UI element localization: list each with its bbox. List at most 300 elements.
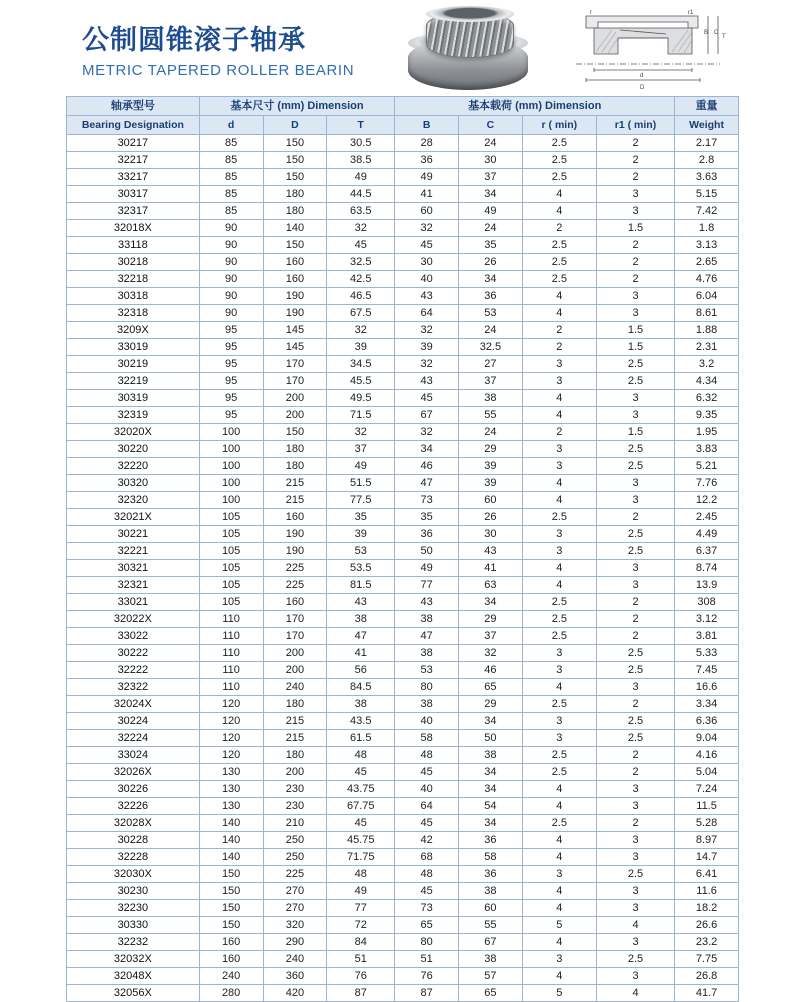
cell-weight: 2.45	[675, 509, 739, 526]
cell-r: 3	[522, 543, 596, 560]
cell-d: 95	[199, 390, 263, 407]
cell-D: 225	[263, 866, 327, 883]
table-row	[67, 730, 739, 747]
cell-T: 35	[327, 509, 395, 526]
cell-D: 200	[263, 390, 327, 407]
cell-d: 105	[199, 577, 263, 594]
table-row	[67, 934, 739, 951]
cell-D: 150	[263, 237, 327, 254]
cell-C: 29	[459, 611, 523, 628]
column-header-r: r ( min)	[522, 116, 596, 135]
cell-designation: 30319	[67, 390, 200, 407]
cell-weight: 1.8	[675, 220, 739, 237]
cell-weight: 6.41	[675, 866, 739, 883]
cell-B: 48	[395, 866, 459, 883]
cell-weight: 26.6	[675, 917, 739, 934]
cell-designation: 32318	[67, 305, 200, 322]
cell-r1: 3	[596, 492, 674, 509]
cell-designation: 30321	[67, 560, 200, 577]
cell-r: 2.5	[522, 611, 596, 628]
cell-d: 100	[199, 492, 263, 509]
cell-B: 77	[395, 577, 459, 594]
cell-r1: 2	[596, 169, 674, 186]
cell-r: 4	[522, 560, 596, 577]
cell-weight: 3.34	[675, 696, 739, 713]
cell-weight: 5.21	[675, 458, 739, 475]
cell-T: 32	[327, 322, 395, 339]
cell-D: 225	[263, 560, 327, 577]
cell-B: 64	[395, 798, 459, 815]
cell-C: 34	[459, 764, 523, 781]
cell-B: 53	[395, 662, 459, 679]
cell-weight: 6.37	[675, 543, 739, 560]
cell-r1: 3	[596, 305, 674, 322]
cell-C: 36	[459, 288, 523, 305]
cell-r: 2.5	[522, 628, 596, 645]
cell-D: 240	[263, 679, 327, 696]
cell-d: 120	[199, 747, 263, 764]
cell-T: 48	[327, 866, 395, 883]
cell-C: 50	[459, 730, 523, 747]
cell-weight: 5.28	[675, 815, 739, 832]
cell-d: 90	[199, 305, 263, 322]
cell-r: 4	[522, 900, 596, 917]
table-row	[67, 152, 739, 169]
cell-r1: 3	[596, 883, 674, 900]
cell-T: 84.5	[327, 679, 395, 696]
cell-d: 95	[199, 322, 263, 339]
cell-weight: 6.04	[675, 288, 739, 305]
cell-B: 60	[395, 203, 459, 220]
cell-r1: 3	[596, 968, 674, 985]
table-row	[67, 577, 739, 594]
cell-designation: 32217	[67, 152, 200, 169]
cell-C: 60	[459, 492, 523, 509]
cell-T: 47	[327, 628, 395, 645]
cell-B: 38	[395, 611, 459, 628]
cell-designation: 32218	[67, 271, 200, 288]
table-row	[67, 254, 739, 271]
table-row	[67, 985, 739, 1002]
cell-T: 41	[327, 645, 395, 662]
cell-D: 230	[263, 781, 327, 798]
cell-D: 190	[263, 526, 327, 543]
cell-D: 150	[263, 135, 327, 152]
column-header-C: C	[459, 116, 523, 135]
cell-B: 49	[395, 169, 459, 186]
cell-D: 200	[263, 764, 327, 781]
cell-r: 3	[522, 866, 596, 883]
cell-T: 51	[327, 951, 395, 968]
cell-designation: 30317	[67, 186, 200, 203]
cell-B: 58	[395, 730, 459, 747]
cell-r: 4	[522, 475, 596, 492]
cell-r: 5	[522, 917, 596, 934]
column-header-D: D	[263, 116, 327, 135]
cell-r1: 3	[596, 934, 674, 951]
table-row	[67, 220, 739, 237]
cell-T: 32	[327, 424, 395, 441]
cell-C: 67	[459, 934, 523, 951]
cell-C: 55	[459, 917, 523, 934]
cell-d: 90	[199, 254, 263, 271]
cell-weight: 2.31	[675, 339, 739, 356]
cell-weight: 6.36	[675, 713, 739, 730]
cell-B: 43	[395, 373, 459, 390]
cell-B: 45	[395, 815, 459, 832]
cell-C: 43	[459, 543, 523, 560]
cell-designation: 32024X	[67, 696, 200, 713]
cell-C: 46	[459, 662, 523, 679]
cell-d: 95	[199, 407, 263, 424]
cell-T: 45.5	[327, 373, 395, 390]
group-header-load: 基本载荷 (mm) Dimension	[395, 97, 675, 116]
cell-d: 100	[199, 458, 263, 475]
table-row	[67, 798, 739, 815]
table-row	[67, 917, 739, 934]
drawing-label-d: d	[640, 73, 644, 79]
table-row	[67, 900, 739, 917]
table-row	[67, 611, 739, 628]
cell-r1: 2.5	[596, 526, 674, 543]
cell-designation: 32220	[67, 458, 200, 475]
cell-D: 160	[263, 594, 327, 611]
cell-T: 71.5	[327, 407, 395, 424]
cell-D: 215	[263, 475, 327, 492]
cell-weight: 4.76	[675, 271, 739, 288]
cell-r: 2.5	[522, 747, 596, 764]
cell-B: 39	[395, 339, 459, 356]
cell-designation: 30320	[67, 475, 200, 492]
cell-C: 39	[459, 458, 523, 475]
cell-designation: 3209X	[67, 322, 200, 339]
cell-r1: 3	[596, 475, 674, 492]
cell-weight: 18.2	[675, 900, 739, 917]
cell-T: 76	[327, 968, 395, 985]
cell-r: 4	[522, 832, 596, 849]
cell-B: 32	[395, 356, 459, 373]
cell-d: 140	[199, 849, 263, 866]
cell-designation: 30224	[67, 713, 200, 730]
cell-weight: 11.6	[675, 883, 739, 900]
cell-B: 65	[395, 917, 459, 934]
cell-r1: 3	[596, 900, 674, 917]
cell-D: 200	[263, 662, 327, 679]
cell-D: 290	[263, 934, 327, 951]
cell-B: 80	[395, 934, 459, 951]
cell-T: 45.75	[327, 832, 395, 849]
cell-d: 105	[199, 526, 263, 543]
cell-C: 32	[459, 645, 523, 662]
cell-d: 280	[199, 985, 263, 1002]
drawing-label-D: D	[640, 85, 645, 91]
cell-r1: 2.5	[596, 951, 674, 968]
table-row	[67, 373, 739, 390]
cell-r1: 2	[596, 254, 674, 271]
cell-r: 2.5	[522, 271, 596, 288]
cell-r: 4	[522, 203, 596, 220]
cell-d: 130	[199, 798, 263, 815]
cell-D: 200	[263, 645, 327, 662]
cell-T: 44.5	[327, 186, 395, 203]
cell-B: 41	[395, 186, 459, 203]
table-row	[67, 543, 739, 560]
cell-D: 150	[263, 169, 327, 186]
cell-B: 64	[395, 305, 459, 322]
cell-r1: 2.5	[596, 662, 674, 679]
cell-weight: 3.83	[675, 441, 739, 458]
cell-T: 49	[327, 883, 395, 900]
cell-r1: 1.5	[596, 424, 674, 441]
table-body	[67, 135, 739, 1002]
cell-D: 170	[263, 628, 327, 645]
cell-weight: 3.13	[675, 237, 739, 254]
cell-designation: 30219	[67, 356, 200, 373]
cell-designation: 32230	[67, 900, 200, 917]
cell-B: 67	[395, 407, 459, 424]
cell-T: 37	[327, 441, 395, 458]
cell-r1: 4	[596, 917, 674, 934]
cell-designation: 30218	[67, 254, 200, 271]
table-row	[67, 747, 739, 764]
cell-C: 24	[459, 220, 523, 237]
cell-designation: 30217	[67, 135, 200, 152]
cell-T: 45	[327, 764, 395, 781]
cell-r: 4	[522, 407, 596, 424]
cell-T: 49.5	[327, 390, 395, 407]
cell-T: 38	[327, 696, 395, 713]
cell-C: 38	[459, 747, 523, 764]
cell-d: 140	[199, 832, 263, 849]
cell-B: 38	[395, 645, 459, 662]
cell-T: 42.5	[327, 271, 395, 288]
cell-d: 160	[199, 934, 263, 951]
cell-C: 41	[459, 560, 523, 577]
cell-T: 81.5	[327, 577, 395, 594]
table-row	[67, 475, 739, 492]
cell-T: 45	[327, 815, 395, 832]
cell-C: 34	[459, 781, 523, 798]
cell-B: 32	[395, 322, 459, 339]
cell-r1: 3	[596, 832, 674, 849]
cell-T: 63.5	[327, 203, 395, 220]
cell-T: 61.5	[327, 730, 395, 747]
cell-weight: 7.24	[675, 781, 739, 798]
cell-C: 26	[459, 509, 523, 526]
cell-D: 215	[263, 492, 327, 509]
cell-T: 72	[327, 917, 395, 934]
cell-d: 105	[199, 560, 263, 577]
cell-designation: 30222	[67, 645, 200, 662]
cell-r: 3	[522, 441, 596, 458]
cell-designation: 32221	[67, 543, 200, 560]
cell-C: 34	[459, 271, 523, 288]
cell-r1: 2	[596, 696, 674, 713]
cell-T: 67.75	[327, 798, 395, 815]
cell-designation: 30330	[67, 917, 200, 934]
cell-designation: 32026X	[67, 764, 200, 781]
cell-B: 48	[395, 747, 459, 764]
cell-designation: 32021X	[67, 509, 200, 526]
cell-r: 3	[522, 662, 596, 679]
cell-T: 43.75	[327, 781, 395, 798]
cell-weight: 4.34	[675, 373, 739, 390]
cell-r1: 1.5	[596, 322, 674, 339]
cell-d: 95	[199, 339, 263, 356]
cell-C: 36	[459, 832, 523, 849]
table-column-header-row	[67, 116, 739, 135]
cell-designation: 32032X	[67, 951, 200, 968]
cell-r1: 2	[596, 815, 674, 832]
cell-T: 32.5	[327, 254, 395, 271]
cell-r1: 2.5	[596, 645, 674, 662]
cell-B: 45	[395, 237, 459, 254]
cell-D: 145	[263, 339, 327, 356]
cell-r: 2.5	[522, 152, 596, 169]
cell-d: 90	[199, 271, 263, 288]
tapered-roller-bearing-photo	[378, 10, 538, 92]
cell-weight: 9.35	[675, 407, 739, 424]
cell-weight: 5.15	[675, 186, 739, 203]
table-row	[67, 628, 739, 645]
cell-r: 3	[522, 713, 596, 730]
cell-designation: 32321	[67, 577, 200, 594]
drawing-label-B: B	[704, 30, 709, 36]
cell-T: 32	[327, 220, 395, 237]
cell-C: 29	[459, 696, 523, 713]
table-row	[67, 322, 739, 339]
cell-r1: 2	[596, 271, 674, 288]
cell-d: 150	[199, 917, 263, 934]
roller-cage-top-face	[426, 6, 514, 22]
cell-T: 39	[327, 526, 395, 543]
cell-weight: 23.2	[675, 934, 739, 951]
cell-designation: 32222	[67, 662, 200, 679]
cell-r1: 2	[596, 628, 674, 645]
cell-d: 110	[199, 628, 263, 645]
table-row	[67, 849, 739, 866]
cell-weight: 308	[675, 594, 739, 611]
cell-d: 85	[199, 203, 263, 220]
cell-r1: 2.5	[596, 356, 674, 373]
cell-C: 57	[459, 968, 523, 985]
cell-T: 53.5	[327, 560, 395, 577]
cell-C: 55	[459, 407, 523, 424]
cell-C: 27	[459, 356, 523, 373]
cell-D: 250	[263, 849, 327, 866]
cell-C: 65	[459, 679, 523, 696]
cell-d: 110	[199, 645, 263, 662]
cell-r1: 2	[596, 152, 674, 169]
cell-weight: 5.33	[675, 645, 739, 662]
cell-designation: 32022X	[67, 611, 200, 628]
group-header-weight: 重量	[675, 97, 739, 116]
cell-designation: 30220	[67, 441, 200, 458]
cell-r: 4	[522, 883, 596, 900]
cell-B: 42	[395, 832, 459, 849]
cell-weight: 2.17	[675, 135, 739, 152]
cell-r1: 2.5	[596, 458, 674, 475]
bearing-cross-section-drawing	[568, 8, 728, 92]
cell-weight: 16.6	[675, 679, 739, 696]
cell-r1: 2	[596, 509, 674, 526]
cell-r: 4	[522, 798, 596, 815]
title-english: METRIC TAPERED ROLLER BEARIN	[82, 62, 355, 80]
cell-d: 240	[199, 968, 263, 985]
cell-B: 49	[395, 560, 459, 577]
cell-d: 95	[199, 356, 263, 373]
cell-C: 34	[459, 815, 523, 832]
cell-B: 51	[395, 951, 459, 968]
cell-r: 4	[522, 288, 596, 305]
cell-B: 47	[395, 628, 459, 645]
cell-T: 49	[327, 169, 395, 186]
cell-designation: 32028X	[67, 815, 200, 832]
cell-D: 420	[263, 985, 327, 1002]
cell-r1: 2.5	[596, 866, 674, 883]
cell-C: 65	[459, 985, 523, 1002]
cell-r: 3	[522, 526, 596, 543]
page-title	[82, 24, 354, 79]
cell-C: 39	[459, 475, 523, 492]
cell-d: 140	[199, 815, 263, 832]
cell-C: 35	[459, 237, 523, 254]
cell-r1: 2	[596, 237, 674, 254]
table-row	[67, 441, 739, 458]
cell-d: 150	[199, 866, 263, 883]
drawing-label-r: r	[590, 10, 592, 16]
table-row	[67, 390, 739, 407]
cell-d: 160	[199, 951, 263, 968]
table-row	[67, 305, 739, 322]
cell-r: 3	[522, 356, 596, 373]
cell-r: 4	[522, 934, 596, 951]
cell-d: 120	[199, 713, 263, 730]
cell-r1: 2	[596, 611, 674, 628]
table-row	[67, 883, 739, 900]
cell-C: 53	[459, 305, 523, 322]
cell-weight: 8.61	[675, 305, 739, 322]
cell-r1: 4	[596, 985, 674, 1002]
cell-r1: 3	[596, 577, 674, 594]
cell-weight: 3.63	[675, 169, 739, 186]
table-row	[67, 560, 739, 577]
cell-T: 45	[327, 237, 395, 254]
page-header	[0, 0, 805, 96]
table-row	[67, 594, 739, 611]
cell-designation: 30228	[67, 832, 200, 849]
cell-C: 34	[459, 594, 523, 611]
cell-weight: 7.45	[675, 662, 739, 679]
cell-r: 4	[522, 305, 596, 322]
cell-T: 48	[327, 747, 395, 764]
cell-r: 2	[522, 424, 596, 441]
cell-D: 250	[263, 832, 327, 849]
cell-d: 85	[199, 135, 263, 152]
cell-d: 110	[199, 611, 263, 628]
cell-d: 90	[199, 220, 263, 237]
bearing-specification-table	[66, 96, 739, 1002]
cell-D: 230	[263, 798, 327, 815]
cell-d: 105	[199, 543, 263, 560]
cell-r: 2.5	[522, 169, 596, 186]
cell-D: 180	[263, 441, 327, 458]
cell-r: 4	[522, 968, 596, 985]
cell-r: 4	[522, 186, 596, 203]
cell-D: 170	[263, 356, 327, 373]
cell-B: 80	[395, 679, 459, 696]
cell-T: 34.5	[327, 356, 395, 373]
